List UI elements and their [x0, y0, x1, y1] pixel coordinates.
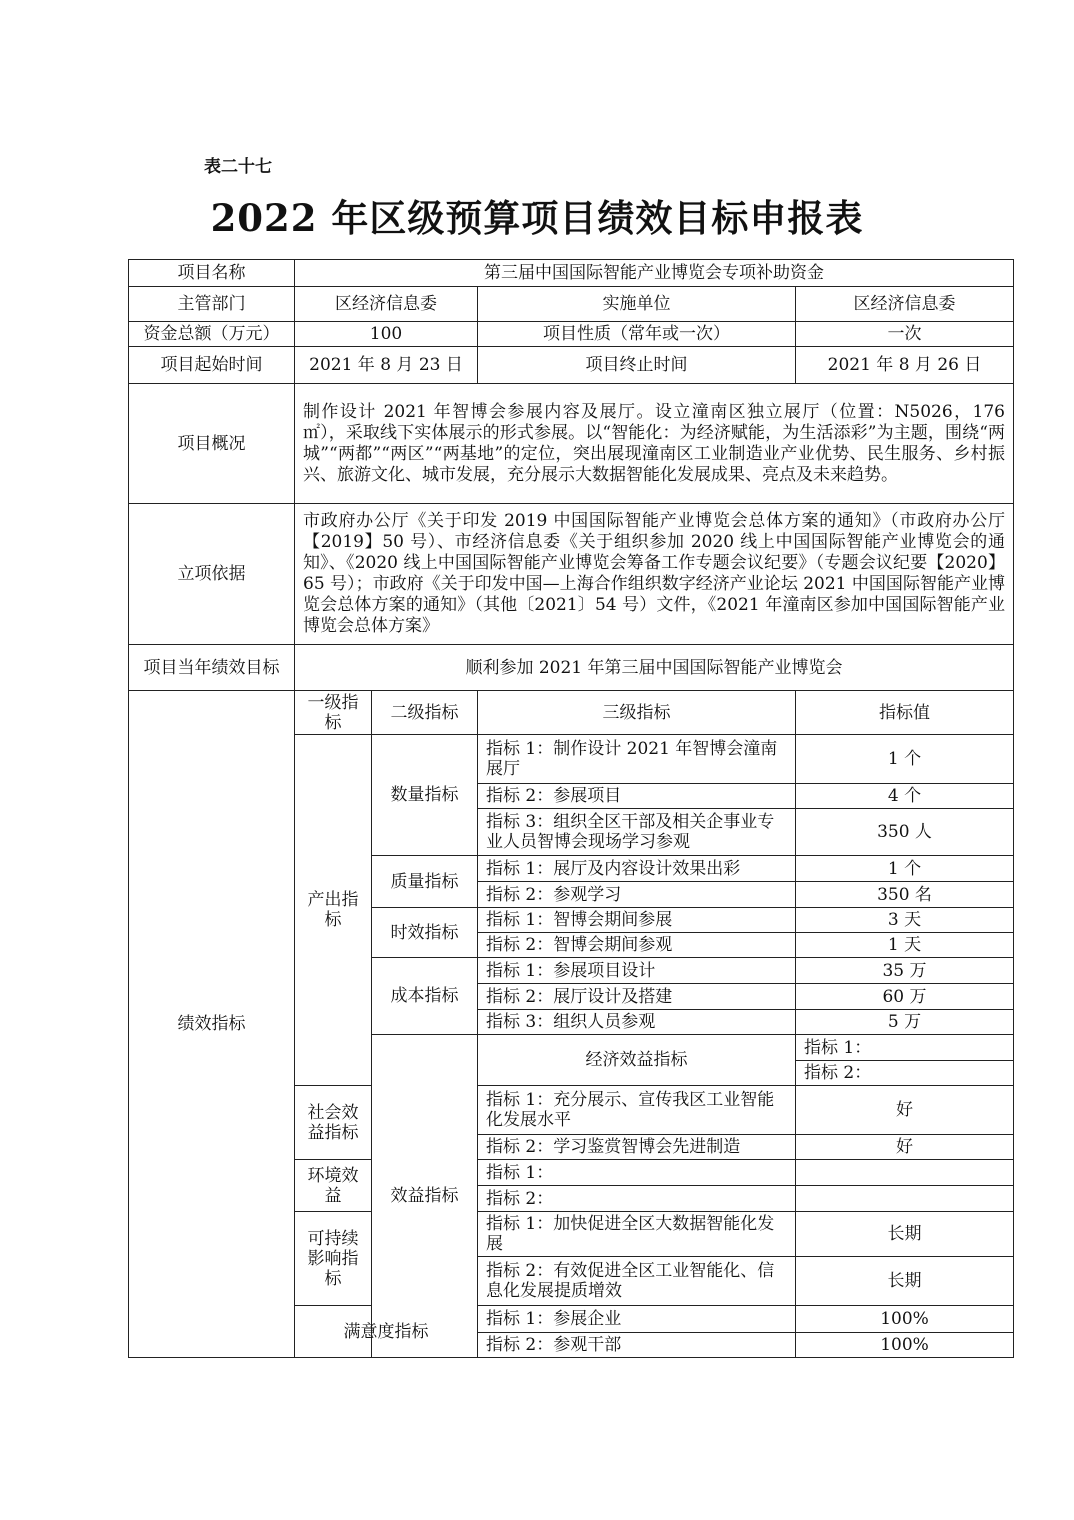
indicator-text: 指标 1：充分展示、宣传我区工业智能化发展水平 — [478, 1086, 796, 1135]
overview-label: 项目概况 — [129, 384, 295, 504]
env-label: 环境效益 — [295, 1160, 372, 1212]
indicator-text: 指标 2：智博会期间参观 — [478, 933, 796, 958]
indicator-text: 指标 1：参展项目设计 — [478, 958, 796, 984]
quality-label: 质量指标 — [372, 856, 478, 908]
col-header-level2: 二级指标 — [372, 691, 478, 735]
indicator-text: 指标 2：参展项目 — [478, 784, 796, 809]
indicator-value: 1 天 — [796, 933, 1014, 958]
indicator-text: 指标 1：智博会期间参展 — [478, 908, 796, 933]
dept-value: 区经济信息委 — [295, 287, 478, 322]
end-label: 项目终止时间 — [478, 347, 796, 384]
indicator-text: 指标 1：制作设计 2021 年智博会潼南展厅 — [478, 735, 796, 784]
project-name-label: 项目名称 — [129, 260, 295, 287]
basis-value: 市政府办公厅《关于印发 2019 中国国际智能产业博览会总体方案的通知》（市政府办公厅【2019】50 号）、市经济信息委《关于组织参加 2020 线上中国国际智能产业博览会的通知》、《2020 线上中国国际智能产业博览会筹备工作专题会议纪要》（专题会议纪要【2020】65 号）；市政府《关于印发中国—上海合作组织数字经济产业论坛 2021 中国国际智能产业博览会总体方案的通知》（其他〔2021〕54 号）文件，《2021 年潼南区参加中国国际智能产业博览会总体方案》 — [295, 504, 1014, 645]
col-header-value: 指标值 — [796, 691, 1014, 735]
time-label: 时效指标 — [372, 908, 478, 958]
indicator-text: 指标 2： — [478, 1186, 796, 1212]
indicator-text: 指标 1：加快促进全区大数据智能化发展 — [478, 1212, 796, 1257]
perf-label: 绩效指标 — [129, 691, 295, 1358]
indicator-value — [796, 1186, 1014, 1212]
col-header-level3: 三级指标 — [478, 691, 796, 735]
start-label: 项目起始时间 — [129, 347, 295, 384]
nature-label: 项目性质（常年或一次） — [478, 322, 796, 347]
end-value: 2021 年 8 月 26 日 — [796, 347, 1014, 384]
indicator-value: 100% — [796, 1306, 1014, 1333]
indicator-value: 60 万 — [796, 984, 1014, 1010]
output-label: 产出指标 — [295, 735, 372, 1086]
indicator-value: 长期 — [796, 1257, 1014, 1306]
indicator-text: 指标 2：有效促进全区工业智能化、信息化发展提质增效 — [478, 1257, 796, 1306]
fund-label: 资金总额（万元） — [129, 322, 295, 347]
indicator-value: 35 万 — [796, 958, 1014, 984]
indicator-text: 指标 3：组织人员参观 — [478, 1010, 796, 1035]
fund-value: 100 — [295, 322, 478, 347]
indicator-text: 指标 1： — [796, 1035, 1014, 1061]
indicator-value: 350 名 — [796, 882, 1014, 908]
indicator-value: 好 — [796, 1086, 1014, 1135]
indicator-value — [796, 1160, 1014, 1186]
indicator-value: 3 天 — [796, 908, 1014, 933]
qty-label: 数量指标 — [372, 735, 478, 856]
indicator-value: 5 万 — [796, 1010, 1014, 1035]
indicator-value: 好 — [796, 1135, 1014, 1160]
social-label: 社会效益指标 — [295, 1086, 372, 1160]
indicator-text: 指标 2：参观学习 — [478, 882, 796, 908]
cost-label: 成本指标 — [372, 958, 478, 1035]
performance-target-table — [128, 259, 1014, 1358]
col-header-level1: 一级指标 — [295, 691, 372, 735]
start-value: 2021 年 8 月 23 日 — [295, 347, 478, 384]
dept-label: 主管部门 — [129, 287, 295, 322]
goal-value: 顺利参加 2021 年第三届中国国际智能产业博览会 — [295, 645, 1014, 691]
indicator-text: 指标 1：参展企业 — [478, 1306, 796, 1333]
project-name-value: 第三届中国国际智能产业博览会专项补助资金 — [295, 260, 1014, 287]
satisfaction-label: 满意度指标 — [295, 1306, 478, 1358]
impl-value: 区经济信息委 — [796, 287, 1014, 322]
indicator-value: 长期 — [796, 1212, 1014, 1257]
impl-label: 实施单位 — [478, 287, 796, 322]
basis-label: 立项依据 — [129, 504, 295, 645]
table-number: 表二十七 — [204, 157, 272, 177]
indicator-text: 指标 2： — [796, 1061, 1014, 1086]
indicator-text: 指标 1：展厅及内容设计效果出彩 — [478, 856, 796, 882]
indicator-text: 指标 1： — [478, 1160, 796, 1186]
document-title: 2022 年区级预算项目绩效目标申报表 — [210, 196, 864, 240]
indicator-text: 指标 2：展厅设计及搭建 — [478, 984, 796, 1010]
overview-value: 制作设计 2021 年智博会参展内容及展厅。设立潼南区独立展厅（位置：N5026，176 ㎡），采取线下实体展示的形式参展。以“智能化：为经济赋能，为生活添彩”为主题，围绕“两城”“两都”“两区”“两基地”的定位，突出展现潼南区工业制造业产业优势、民生服务、乡村振兴、旅游文化、城市发展，充分展示大数据智能化发展成果、亮点及未来趋势。 — [295, 384, 1014, 504]
benefit-label: 效益指标 — [372, 1035, 478, 1358]
goal-label: 项目当年绩效目标 — [129, 645, 295, 691]
indicator-value: 1 个 — [796, 856, 1014, 882]
indicator-text: 指标 2：参观干部 — [478, 1333, 796, 1358]
indicator-text: 指标 3：组织全区干部及相关企事业专业人员智博会现场学习参观 — [478, 809, 796, 856]
sustain-label: 可持续影响指标 — [295, 1212, 372, 1306]
indicator-text: 指标 2：学习鉴赏智博会先进制造 — [478, 1135, 796, 1160]
indicator-value: 100% — [796, 1333, 1014, 1358]
econ-label: 经济效益指标 — [478, 1035, 796, 1086]
indicator-value: 1 个 — [796, 735, 1014, 784]
indicator-value: 350 人 — [796, 809, 1014, 856]
nature-value: 一次 — [796, 322, 1014, 347]
indicator-value: 4 个 — [796, 784, 1014, 809]
